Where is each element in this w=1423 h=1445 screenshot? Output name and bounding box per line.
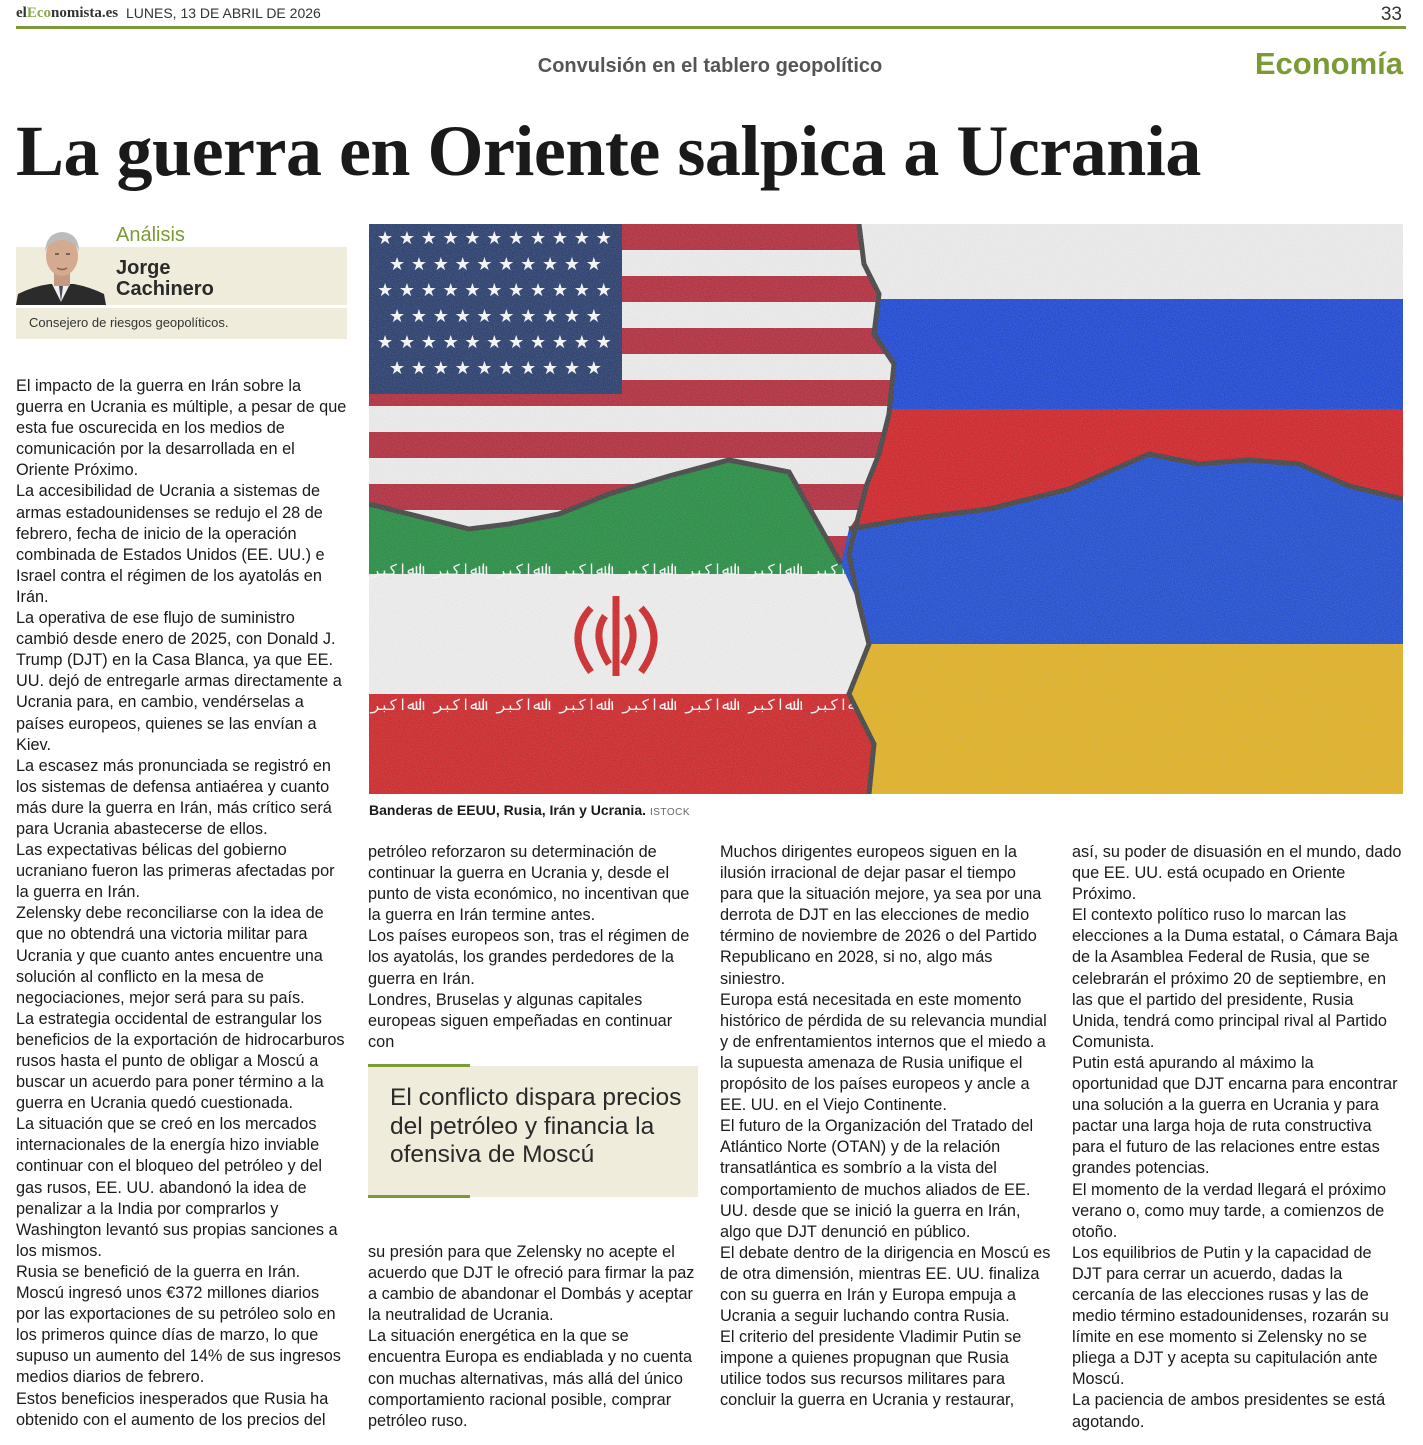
paragraph: Las expectativas bélicas del gobierno ucraniano fueron las primeras afectadas por la guerra en Irán. — [16, 841, 335, 902]
logo-suffix: nomista.es — [51, 5, 119, 21]
author-photo — [16, 224, 106, 305]
column-1 — [16, 376, 347, 1431]
paragraph: petróleo reforzaron su determinación de continuar la guerra en Ucrania y, desde el punto de vista económico, no incentivan que la guerra en Irán termine antes. — [368, 843, 690, 925]
paragraph: El contexto político ruso lo marcan las elecciones a la Duma estatal, o Cámara Baja de la Asamblea Federal de Rusia, que se celebrarán el próximo 20 de septiembre, en las que el partido del presidente, Rusia Unida, tendrá como principal rival al Partido Comunista. — [1072, 906, 1398, 1051]
paragraph: Putin está apurando al máximo la oportunidad que DJT encarna para encontrar una solución a la guerra en Ucrania y para pactar una larga hoja de ruta constructiva para el futuro de las relaciones entre estas grandes potencias. — [1072, 1053, 1398, 1178]
issue-date: LUNES, 13 DE ABRIL DE 2026 — [126, 5, 321, 21]
paragraph: El impacto de la guerra en Irán sobre la guerra en Ucrania es múltiple, a pesar de que esta fue oscurecida en los medios de comunicación por la desarrollada en el Oriente Próximo. — [16, 377, 347, 480]
author-name[interactable] — [116, 258, 316, 300]
flags-image — [369, 224, 1403, 794]
flags-photo[interactable] — [369, 224, 1403, 794]
paragraph: El criterio del presidente Vladimir Putin se impone a quienes propugnan que Rusia utilice todos sus recursos militares para concluir la guerra en Ucrania y restaurar, — [720, 1328, 1022, 1410]
paragraph: Zelensky debe reconciliarse con la idea de que no obtendrá una victoria militar para Ucrania y que cuanto antes encuentre una solución al conflicto en la mesa de negociaciones, mejor será para su país. — [16, 904, 324, 1007]
paragraph: El futuro de la Organización del Tratado del Atlántico Norte (OTAN) y de la relación transatlántica es sombrío a la vista del comportamiento de muchos aliados de EE. UU. desde que se inició la guerra en Irán, algo que DJT denunció en público. — [720, 1117, 1034, 1241]
author-last-name: Cachinero — [116, 278, 214, 300]
paragraph: Los equilibrios de Putin y la capacidad de DJT para cerrar un acuerdo, dadas la cercanía de las elecciones rusas y las de medio término estadounidenses, rozarán su límite en ese momento si Zelensky no se pliega a DJT y acepta su capitulación ante Moscú. — [1072, 1243, 1389, 1389]
author-portrait-image — [16, 224, 106, 305]
kicker: Convulsión en el tablero geopolítico — [537, 55, 883, 77]
section-title[interactable]: Economía — [1254, 46, 1403, 81]
author-box — [16, 224, 347, 339]
paragraph: Rusia se benefició de la guerra en Irán. Moscú ingresó unos €372 millones diarios por las exportaciones de su petróleo solo en los primeros quince días de marzo, lo que supuso un aumento del 14% de sus ingresos medios diarios de febrero. — [16, 1262, 341, 1387]
paragraph: así, su poder de disuasión en el mundo, dado que EE. UU. está ocupado en Oriente Próximo. — [1072, 843, 1402, 904]
site-logo[interactable] — [16, 5, 118, 22]
paragraph: Estos beneficios inesperados que Rusia ha obtenido con el aumento de los precios del — [16, 1389, 329, 1429]
pull-quote-rule-top — [368, 1064, 470, 1067]
column-2-bottom — [368, 1242, 699, 1432]
pull-quote: El conflicto dispara precios del petróleo y financia la ofensiva de Moscú — [390, 1084, 682, 1168]
logo-prefix: el — [16, 5, 27, 21]
photo-caption — [369, 802, 690, 818]
column-4 — [1072, 842, 1404, 1433]
paragraph: La estrategia occidental de estrangular los beneficios de la exportación de hidrocarburos rusos hasta el punto de obligar a Moscú a buscar un acuerdo para poner término a la guerra en Ucrania quedó cuestionada. — [16, 1009, 345, 1113]
paragraph: La situación energética en la que se encuentra Europa es endiablada y no cuenta con muchas alternativas, más allá del único comportamiento racional posible, comprar petróleo ruso. — [368, 1327, 693, 1430]
pull-quote-box — [368, 1066, 698, 1197]
paragraph: Londres, Bruselas y algunas capitales europeas siguen empeñadas en continuar con — [368, 990, 673, 1051]
headline: La guerra en Oriente salpica a Ucrania — [16, 111, 1201, 191]
paragraph: El momento de la verdad llegará el próximo verano o, como muy tarde, a comienzos de otoño. — [1072, 1180, 1387, 1241]
paragraph: La operativa de ese flujo de suministro cambió desde enero de 2025, con Donald J. Trump (DJT) en la Casa Blanca, ya que EE. UU. dejó de entregarle armas directamente a Ucrania para, en cambio, vendérselas a países europeos, quienes se las envían a Kiev. — [16, 609, 342, 754]
paragraph: La escasez más pronunciada se registró en los sistemas de defensa antiaérea y cuanto más dure la guerra en Irán, más crítico será para Ucrania abastecerse de ellos. — [16, 756, 332, 838]
paragraph: La accesibilidad de Ucrania a sistemas de armas estadounidenses se redujo el 28 de febrero, fecha de inicio de la operación combinada de Estados Unidos (EE. UU.) e Israel contra el régimen de los ayatolás en Irán. — [16, 482, 325, 606]
paragraph: Muchos dirigentes europeos siguen en la ilusión irracional de dejar pasar el tiempo para que la situación mejore, ya sea por una derrota de DJT en las elecciones de medio término de noviembre de 2026 o del Partido Republicano en 2028, si no, algo más siniestro. — [720, 843, 1042, 988]
pull-quote-rule-bottom — [368, 1195, 470, 1198]
paragraph: El debate dentro de la dirigencia en Moscú es de otra dimensión, mientras EE. UU. finaliza con su guerra en Irán y Europa empuja a Ucrania a seguir luchando contra Rusia. — [720, 1243, 1051, 1326]
logo-accent: Eco — [26, 5, 51, 21]
photo-credit: ISTOCK — [650, 807, 691, 818]
author-first-name: Jorge — [116, 257, 171, 279]
analysis-label: Análisis — [116, 224, 185, 246]
author-role: Consejero de riesgos geopolíticos. — [29, 315, 229, 330]
masthead — [16, 4, 1406, 26]
paragraph: La situación que se creó en los mercados internacionales de la energía hizo inviable continuar con el bloqueo del petróleo y del gas rusos, EE. UU. abandonó la idea de penalizar a la India por comprarlos y Washington levantó sus propias sanciones a los mismos. — [16, 1115, 338, 1260]
paragraph: Europa está necesitada en este momento histórico de pérdida de su relevancia mundial y de enfrentamientos internos que el miedo a la supuesta amenaza de Rusia unifique el propósito de los países europeos y ancle a EE. UU. en el Viejo Continente. — [720, 990, 1047, 1115]
caption-text: Banderas de EEUU, Rusia, Irán y Ucrania. — [369, 802, 646, 818]
column-2-top — [368, 842, 699, 1053]
column-3 — [720, 842, 1051, 1412]
paragraph: Los países europeos son, tras el régimen de los ayatolás, los grandes perdedores de la guerra en Irán. — [368, 927, 690, 988]
page-number: 33 — [1380, 4, 1402, 25]
masthead-divider — [16, 26, 1406, 29]
paragraph: su presión para que Zelensky no acepte el acuerdo que DJT le ofreció para firmar la paz a cambio de abandonar el Dombás y aceptar la neutralidad de Ucrania. — [368, 1243, 695, 1325]
paragraph: La paciencia de ambos presidentes se está agotando. — [1072, 1391, 1386, 1431]
